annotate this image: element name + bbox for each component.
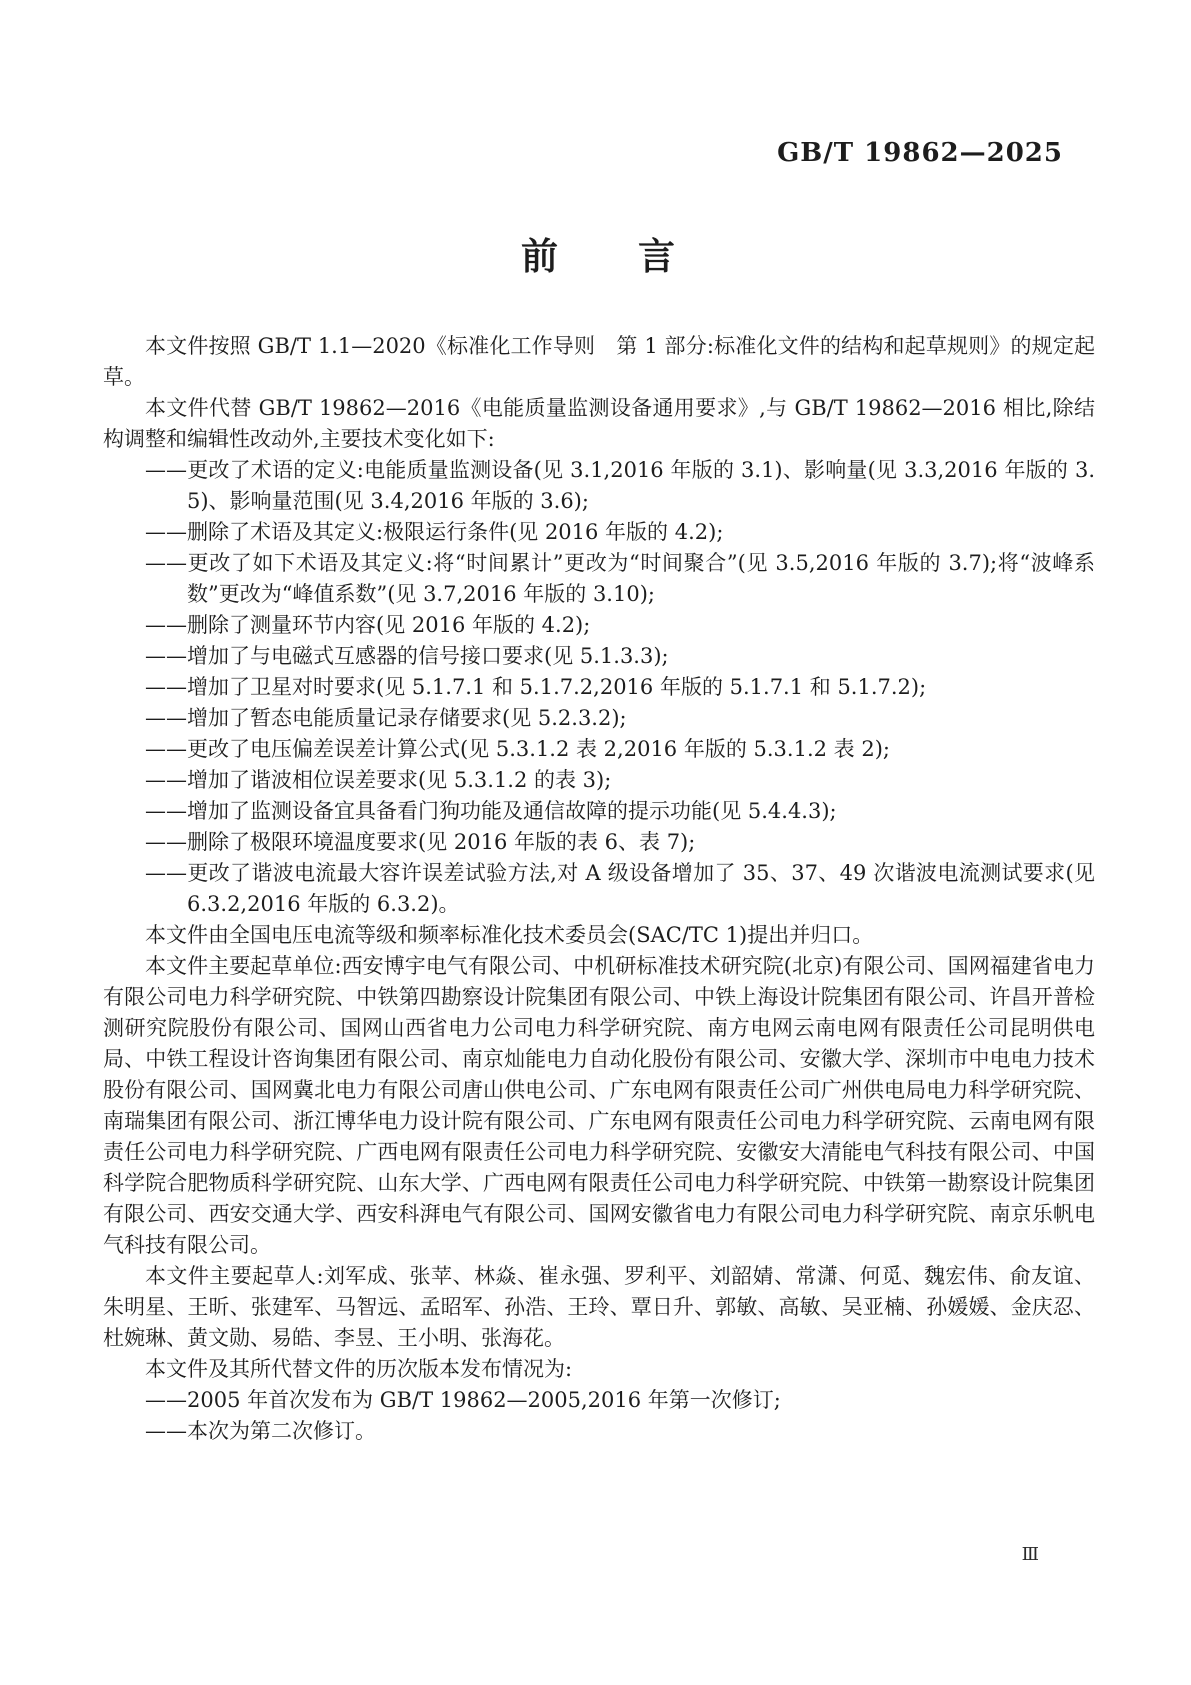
change-item: ——增加了暂态电能质量记录存储要求(见 5.2.3.2);: [145, 706, 627, 730]
change-item: ——更改了谐波电流最大容许误差试验方法,对 A 级设备增加了 35、37、49 次谐波电流测试要求(见 6.3.2,2016 年版的 6.3.2)。: [145, 861, 1095, 916]
change-item: ——删除了术语及其定义:极限运行条件(见 2016 年版的 4.2);: [145, 520, 724, 544]
paragraph-history-intro: 本文件及其所代替文件的历次版本发布情况为:: [145, 1357, 573, 1381]
change-item: ——增加了监测设备宜具备看门狗功能及通信故障的提示功能(见 5.4.4.3);: [145, 799, 837, 823]
change-item: ——更改了如下术语及其定义:将“时间累计”更改为“时间聚合”(见 3.5,2016 年版的 3.7);将“波峰系数”更改为“峰值系数”(见 3.7,2016 年版的 3.10);: [145, 551, 1095, 606]
foreword-body: [103, 331, 1095, 1447]
change-item: ——增加了与电磁式互感器的信号接口要求(见 5.1.3.3);: [145, 644, 669, 668]
change-item: ——更改了术语的定义:电能质量监测设备(见 3.1,2016 年版的 3.1)、影响量(见 3.3,2016 年版的 3.5)、影响量范围(见 3.4,2016 年版的 3.6);: [145, 458, 1095, 513]
technical-changes-list: [103, 455, 1095, 920]
revision-history-list: [103, 1385, 1095, 1447]
change-item: ——增加了谐波相位误差要求(见 5.3.1.2 的表 3);: [145, 768, 612, 792]
paragraph-committee: 本文件由全国电压电流等级和频率标准化技术委员会(SAC/TC 1)提出并归口。: [145, 923, 874, 947]
history-item: ——2005 年首次发布为 GB/T 19862—2005,2016 年第一次修订;: [145, 1388, 781, 1412]
paragraph-drafters: 本文件主要起草人:刘军成、张苹、林焱、崔永强、罗利平、刘韶婧、常潇、何觅、魏宏伟、俞友谊、朱明星、王昕、张建军、马智远、孟昭军、孙浩、王玲、覃日升、郭敏、高敏、吴亚楠、孙媛媛、金庆忍、杜婉琳、黄文勋、易皓、李昱、王小明、张海花。: [103, 1264, 1095, 1350]
standard-number: GB/T 19862—2025: [777, 138, 1063, 168]
change-item: ——删除了极限环境温度要求(见 2016 年版的表 6、表 7);: [145, 830, 696, 854]
paragraph-replacement-note: 本文件代替 GB/T 19862—2016《电能质量监测设备通用要求》,与 GB/T 19862—2016 相比,除结构调整和编辑性改动外,主要技术变化如下:: [103, 396, 1095, 451]
change-item: ——更改了电压偏差误差计算公式(见 5.3.1.2 表 2,2016 年版的 5.3.1.2 表 2);: [145, 737, 890, 761]
paragraph-drafting-organizations: 本文件主要起草单位:西安博宇电气有限公司、中机研标准技术研究院(北京)有限公司、国网福建省电力有限公司电力科学研究院、中铁第四勘察设计院集团有限公司、中铁上海设计院集团有限公司、许昌开普检测研究院股份有限公司、国网山西省电力公司电力科学研究院、南方电网云南电网有限责任公司昆明供电局、中铁工程设计咨询集团有限公司、南京灿能电力自动化股份有限公司、安徽大学、深圳市中电电力技术股份有限公司、国网冀北电力有限公司唐山供电公司、广东电网有限责任公司广州供电局电力科学研究院、南瑞集团有限公司、浙江博华电力设计院有限公司、广东电网有限责任公司电力科学研究院、云南电网有限责任公司电力科学研究院、广西电网有限责任公司电力科学研究院、安徽安大清能电气科技有限公司、中国科学院合肥物质科学研究院、山东大学、广西电网有限责任公司电力科学研究院、中铁第一勘察设计院集团有限公司、西安交通大学、西安科湃电气有限公司、国网安徽省电力有限公司电力科学研究院、南京乐帆电气科技有限公司。: [103, 954, 1095, 1257]
change-item: ——删除了测量环节内容(见 2016 年版的 4.2);: [145, 613, 591, 637]
page-number: Ⅲ: [1021, 1544, 1039, 1565]
change-item: ——增加了卫星对时要求(见 5.1.7.1 和 5.1.7.2,2016 年版的 5.1.7.1 和 5.1.7.2);: [145, 675, 927, 699]
page-title: 前 言: [521, 235, 677, 278]
paragraph-drafting-basis: 本文件按照 GB/T 1.1—2020《标准化工作导则 第 1 部分:标准化文件的结构和起草规则》的规定起草。: [103, 334, 1095, 389]
history-item: ——本次为第二次修订。: [145, 1419, 376, 1443]
